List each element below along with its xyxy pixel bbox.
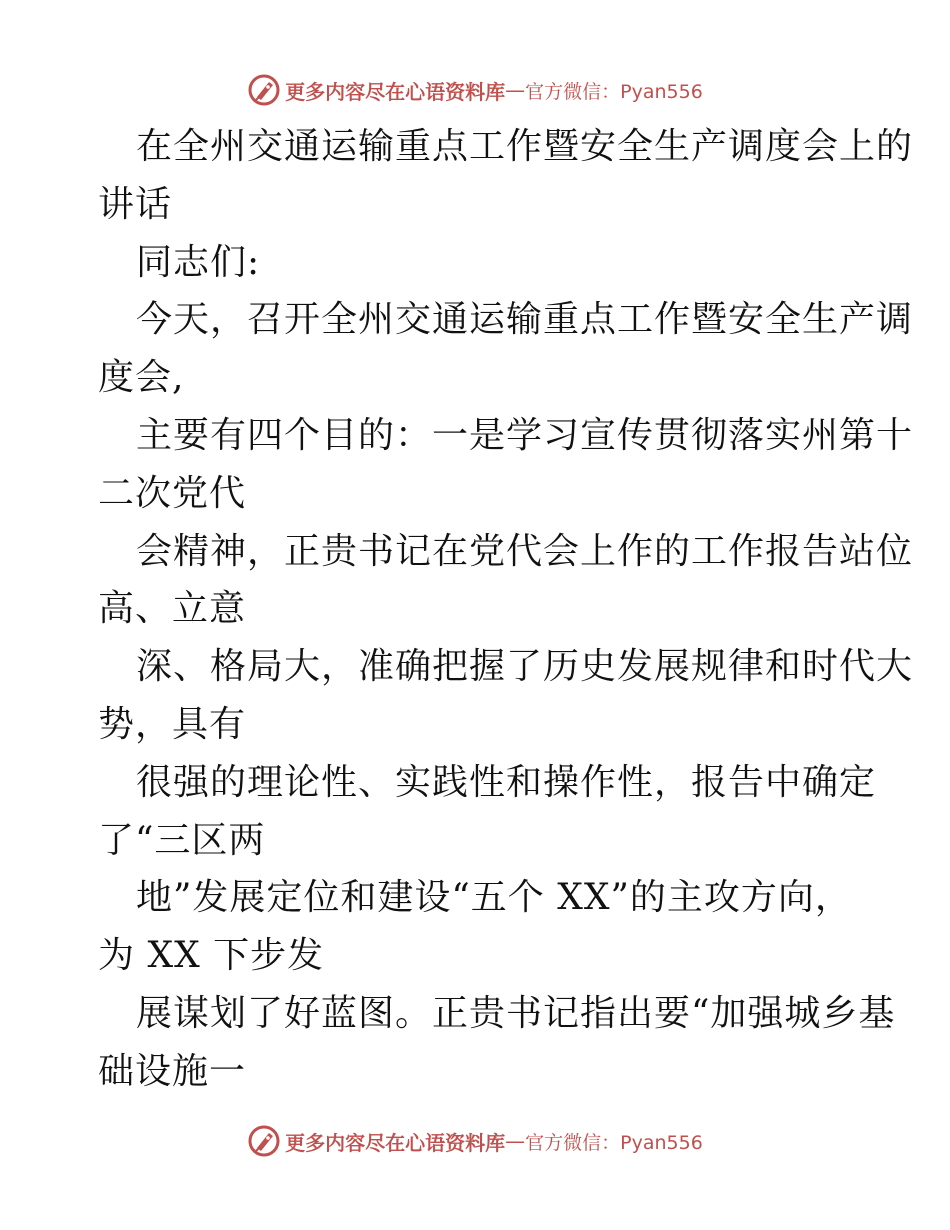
paragraph-line: 展谋划了好蓝图。正贵书记指出要“加强城乡基	[136, 992, 896, 1034]
header-wechat-text: 官方微信：Pyan556	[525, 80, 703, 103]
footer-separator: —	[505, 1129, 526, 1153]
paragraph-line: 为 XX 下步发	[98, 935, 325, 977]
paragraph-line: 础设施一	[98, 1050, 247, 1092]
paragraph-line: 势，具有	[98, 703, 247, 745]
paragraph-line: 高、立意	[98, 588, 247, 630]
footer-banner	[0, 1121, 950, 1161]
header-brand-text: 更多内容尽在心语资料库	[285, 79, 506, 104]
paragraph-line: 二次党代	[98, 472, 247, 514]
paragraph-line: 度会,	[98, 357, 185, 399]
paragraph-line: 会精神，正贵书记在党代会上作的工作报告站位	[136, 530, 914, 572]
title-line-2: 讲话	[98, 183, 173, 225]
paragraph-line: 今天，召开全州交通运输重点工作暨安全生产调	[136, 299, 914, 341]
paragraph-line: 深、格局大，准确把握了历史发展规律和时代大	[136, 646, 914, 688]
title-line-1: 在全州交通运输重点工作暨安全生产调度会上的	[136, 126, 914, 167]
footer-brand-text: 更多内容尽在心语资料库	[285, 1130, 506, 1155]
pen-nib-logo-icon	[247, 1124, 281, 1158]
pen-nib-logo-icon	[247, 73, 281, 107]
document-body	[98, 118, 914, 1101]
salutation: 同志们:	[136, 241, 261, 283]
footer-wechat-text: 官方微信：Pyan556	[525, 1131, 703, 1154]
paragraph-line: 了“三区两	[98, 819, 266, 861]
header-separator: —	[505, 78, 526, 102]
paragraph-line: 主要有四个目的：一是学习宣传贯彻落实州第十	[136, 414, 914, 456]
paragraph-line: 地”发展定位和建设“五个 XX”的主攻方向，	[136, 877, 852, 919]
paragraph-line: 很强的理论性、实践性和操作性，报告中确定	[136, 761, 877, 803]
header-banner	[0, 70, 950, 110]
